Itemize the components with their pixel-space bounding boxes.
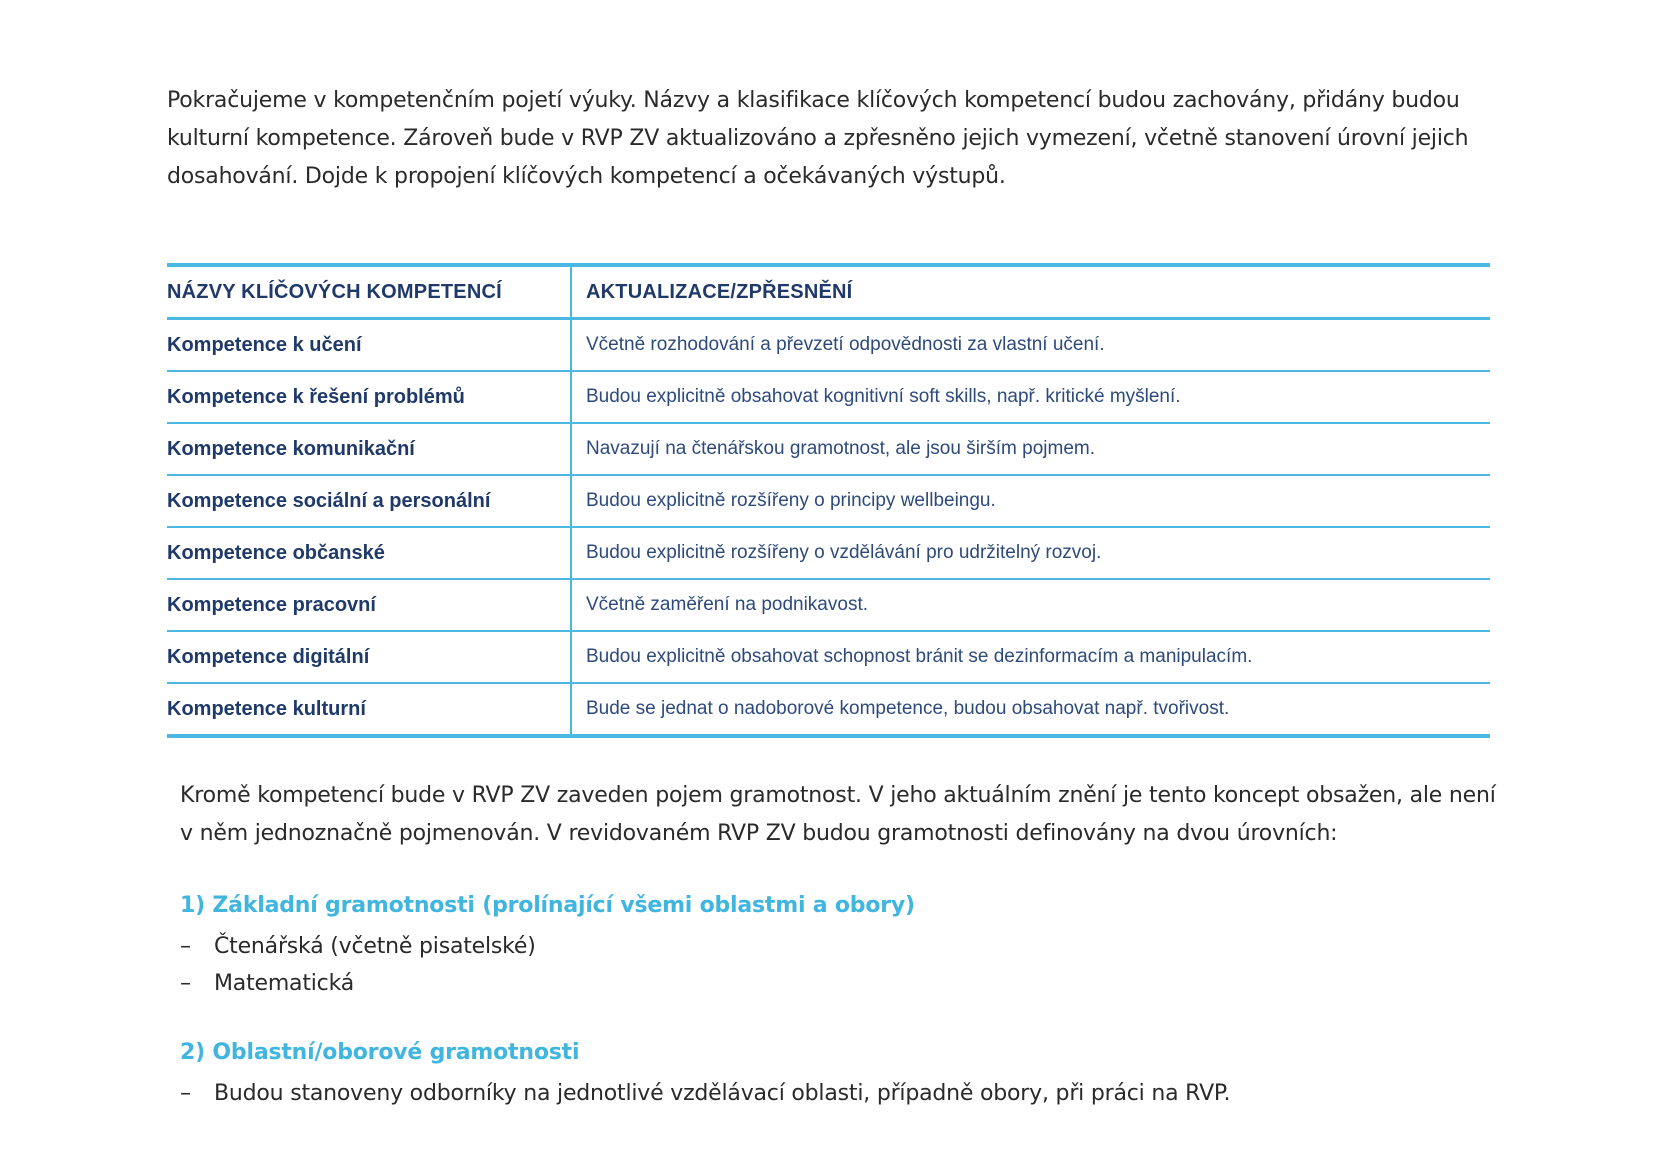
competences-table [167,263,1490,738]
competence-update: Navazují na čtenářskou gramotnost, ale jsou širším pojmem. [571,423,1490,475]
competence-name: Kompetence občanské [167,527,571,579]
table-header-row [167,265,1490,319]
table-row [167,319,1490,372]
table-row [167,371,1490,423]
table-row [167,475,1490,527]
competence-update: Budou explicitně obsahovat kognitivní soft skills, např. kritické myšlení. [571,371,1490,423]
competence-update: Bude se jednat o nadoborové kompetence, budou obsahovat např. tvořivost. [571,683,1490,736]
competence-name: Kompetence pracovní [167,579,571,631]
literacy-paragraph: Kromě kompetencí bude v RVP ZV zaveden pojem gramotnost. V jeho aktuálním znění je tento koncept obsažen, ale není v něm jednoznačně pojmenován. V revidovaném RVP ZV budou gramotnosti definovány na dvou úrovních: [180,783,1496,846]
competence-update: Budou explicitně obsahovat schopnost bránit se dezinformacím a manipulacím. [571,631,1490,683]
competence-update: Budou explicitně rozšířeny o principy wellbeingu. [571,475,1490,527]
column-header-update: AKTUALIZACE/ZPŘESNĚNÍ [571,265,1490,319]
list-item-text: Čtenářská (včetně pisatelské) [214,934,536,959]
competence-name: Kompetence k učení [167,319,571,372]
dash-bullet: – [180,971,191,996]
list-item-text: Budou stanoveny odborníky na jednotlivé vzdělávací oblasti, případně obory, při práci na RVP. [214,1081,1231,1106]
intro-paragraph: Pokračujeme v kompetenčním pojetí výuky. Názvy a klasifikace klíčových kompetencí budou zachovány, přidány budou kulturní kompetence. Zároveň bude v RVP ZV aktualizováno a zpřesněno jejich vymezení, včetně stanovení úrovní jejich dosahování. Dojde k propojení klíčových kompetencí a očekávaných výstupů. [167,88,1469,189]
competence-update: Včetně rozhodování a převzetí odpovědnosti za vlastní učení. [571,319,1490,372]
field-literacy-list [180,1075,1230,1112]
dash-bullet: – [180,934,191,959]
basic-literacy-heading: 1) Základní gramotnosti (prolínající všemi oblastmi a obory) [180,893,915,918]
table-row [167,527,1490,579]
competence-name: Kompetence k řešení problémů [167,371,571,423]
dash-bullet: – [180,1081,191,1106]
column-header-name: NÁZVY KLÍČOVÝCH KOMPETENCÍ [167,265,571,319]
basic-literacy-list [180,928,536,1002]
competence-update: Budou explicitně rozšířeny o vzdělávání pro udržitelný rozvoj. [571,527,1490,579]
list-item [180,965,536,1002]
competence-name: Kompetence sociální a personální [167,475,571,527]
competence-update: Včetně zaměření na podnikavost. [571,579,1490,631]
competence-name: Kompetence komunikační [167,423,571,475]
table-row [167,579,1490,631]
field-literacy-heading: 2) Oblastní/oborové gramotnosti [180,1040,580,1065]
competence-name: Kompetence kulturní [167,683,571,736]
list-item [180,928,536,965]
table-row [167,631,1490,683]
competence-name: Kompetence digitální [167,631,571,683]
list-item-text: Matematická [214,971,355,996]
table-row [167,683,1490,736]
table-row [167,423,1490,475]
list-item [180,1075,1230,1112]
